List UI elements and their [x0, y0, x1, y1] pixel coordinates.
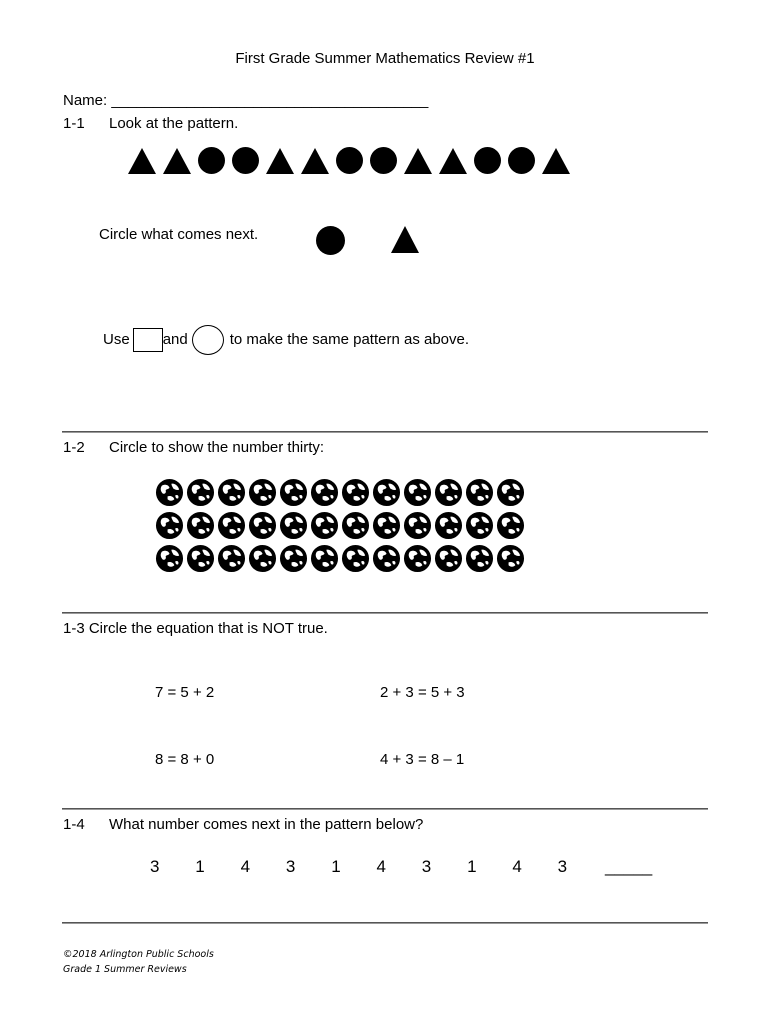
- globe-icon[interactable]: [186, 544, 215, 573]
- triangle-shape: [163, 148, 191, 174]
- q1-circle-prompt: Circle what comes next.: [99, 226, 259, 243]
- equation-2[interactable]: 2 + 3 = 5 + 3: [380, 684, 465, 701]
- circle-shape: [370, 147, 397, 174]
- globe-icon[interactable]: [372, 544, 401, 573]
- use-instruction: [103, 325, 469, 355]
- circle-outline-icon: [192, 325, 224, 355]
- triangle-shape: [404, 148, 432, 174]
- number-sequence: [150, 857, 652, 877]
- globe-icon[interactable]: [155, 544, 184, 573]
- globe-icon[interactable]: [372, 478, 401, 507]
- equation-4[interactable]: 4 + 3 = 8 – 1: [380, 751, 465, 768]
- name-line[interactable]: Name: ______________________________________: [63, 92, 429, 109]
- answer-blank[interactable]: _____: [604, 857, 653, 876]
- sequence-number: 3: [421, 857, 432, 876]
- circle-shape: [232, 147, 259, 174]
- circle-shape: [336, 147, 363, 174]
- globe-icon[interactable]: [155, 478, 184, 507]
- globe-icon[interactable]: [403, 544, 432, 573]
- globe-icon[interactable]: [341, 478, 370, 507]
- sequence-number: 3: [557, 857, 568, 876]
- make-pattern-label: to make the same pattern as above.: [229, 330, 470, 348]
- globe-icon[interactable]: [279, 544, 308, 573]
- globe-icon[interactable]: [434, 511, 463, 540]
- circle-shape: [474, 147, 501, 174]
- globe-icon[interactable]: [434, 544, 463, 573]
- circle-shape: [198, 147, 225, 174]
- q2-prompt: Circle to show the number thirty:: [109, 439, 325, 456]
- equation-3[interactable]: 8 = 8 + 0: [155, 751, 215, 768]
- sequence-number: 4: [376, 857, 386, 876]
- globe-icon[interactable]: [217, 544, 246, 573]
- globe-icon[interactable]: [465, 511, 494, 540]
- triangle-shape: [128, 148, 156, 174]
- globe-icon[interactable]: [155, 511, 184, 540]
- circle-shape: [508, 147, 535, 174]
- globe-icon[interactable]: [403, 511, 432, 540]
- choice-circle-shape[interactable]: [316, 226, 345, 255]
- q4-number: 1-4: [63, 816, 85, 833]
- triangle-shape: [301, 148, 329, 174]
- globe-icon[interactable]: [465, 478, 494, 507]
- globe-icon[interactable]: [279, 478, 308, 507]
- globe-icon[interactable]: [372, 511, 401, 540]
- sequence-number: 4: [512, 857, 522, 876]
- globe-icon[interactable]: [248, 478, 277, 507]
- page-title: First Grade Summer Mathematics Review #1: [235, 50, 535, 67]
- globe-icon[interactable]: [496, 544, 525, 573]
- globe-icon[interactable]: [434, 478, 463, 507]
- section-divider: [62, 612, 708, 614]
- sequence-number: 3: [285, 857, 296, 876]
- section-divider: [62, 431, 708, 433]
- globe-icon[interactable]: [248, 511, 277, 540]
- section-divider: [62, 922, 708, 924]
- globe-icon[interactable]: [341, 511, 370, 540]
- footer-subtitle: Grade 1 Summer Reviews: [63, 964, 187, 975]
- q1-prompt: Look at the pattern.: [109, 115, 239, 132]
- globe-grid: [155, 478, 525, 573]
- globe-icon[interactable]: [310, 511, 339, 540]
- triangle-shape: [439, 148, 467, 174]
- and-label: and: [162, 330, 188, 348]
- q1-number: 1-1: [63, 115, 85, 132]
- globe-icon[interactable]: [310, 478, 339, 507]
- footer-copyright: ©2018 Arlington Public Schools: [63, 949, 214, 960]
- q3-prompt: 1-3 Circle the equation that is NOT true.: [63, 620, 328, 637]
- sequence-number: 3: [150, 857, 160, 876]
- globe-icon[interactable]: [341, 544, 370, 573]
- triangle-shape: [542, 148, 570, 174]
- globe-icon[interactable]: [217, 511, 246, 540]
- globe-icon[interactable]: [310, 544, 339, 573]
- q4-prompt: What number comes next in the pattern below?: [109, 816, 424, 833]
- equation-1[interactable]: 7 = 5 + 2: [155, 684, 215, 701]
- globe-icon[interactable]: [465, 544, 494, 573]
- q2-number: 1-2: [63, 439, 85, 456]
- shape-pattern: [128, 147, 570, 174]
- choice-triangle-shape[interactable]: [391, 226, 419, 253]
- globe-icon[interactable]: [496, 511, 525, 540]
- sequence-number: 1: [331, 857, 341, 876]
- use-label: Use: [103, 330, 130, 348]
- globe-icon[interactable]: [279, 511, 308, 540]
- section-divider: [62, 808, 708, 810]
- globe-icon[interactable]: [217, 478, 246, 507]
- square-outline-icon: [133, 328, 163, 352]
- sequence-number: 1: [195, 857, 205, 876]
- sequence-number: 1: [467, 857, 477, 876]
- globe-icon[interactable]: [186, 511, 215, 540]
- globe-icon[interactable]: [186, 478, 215, 507]
- globe-icon[interactable]: [496, 478, 525, 507]
- globe-icon[interactable]: [248, 544, 277, 573]
- triangle-shape: [266, 148, 294, 174]
- globe-icon[interactable]: [403, 478, 432, 507]
- sequence-number: 4: [240, 857, 251, 876]
